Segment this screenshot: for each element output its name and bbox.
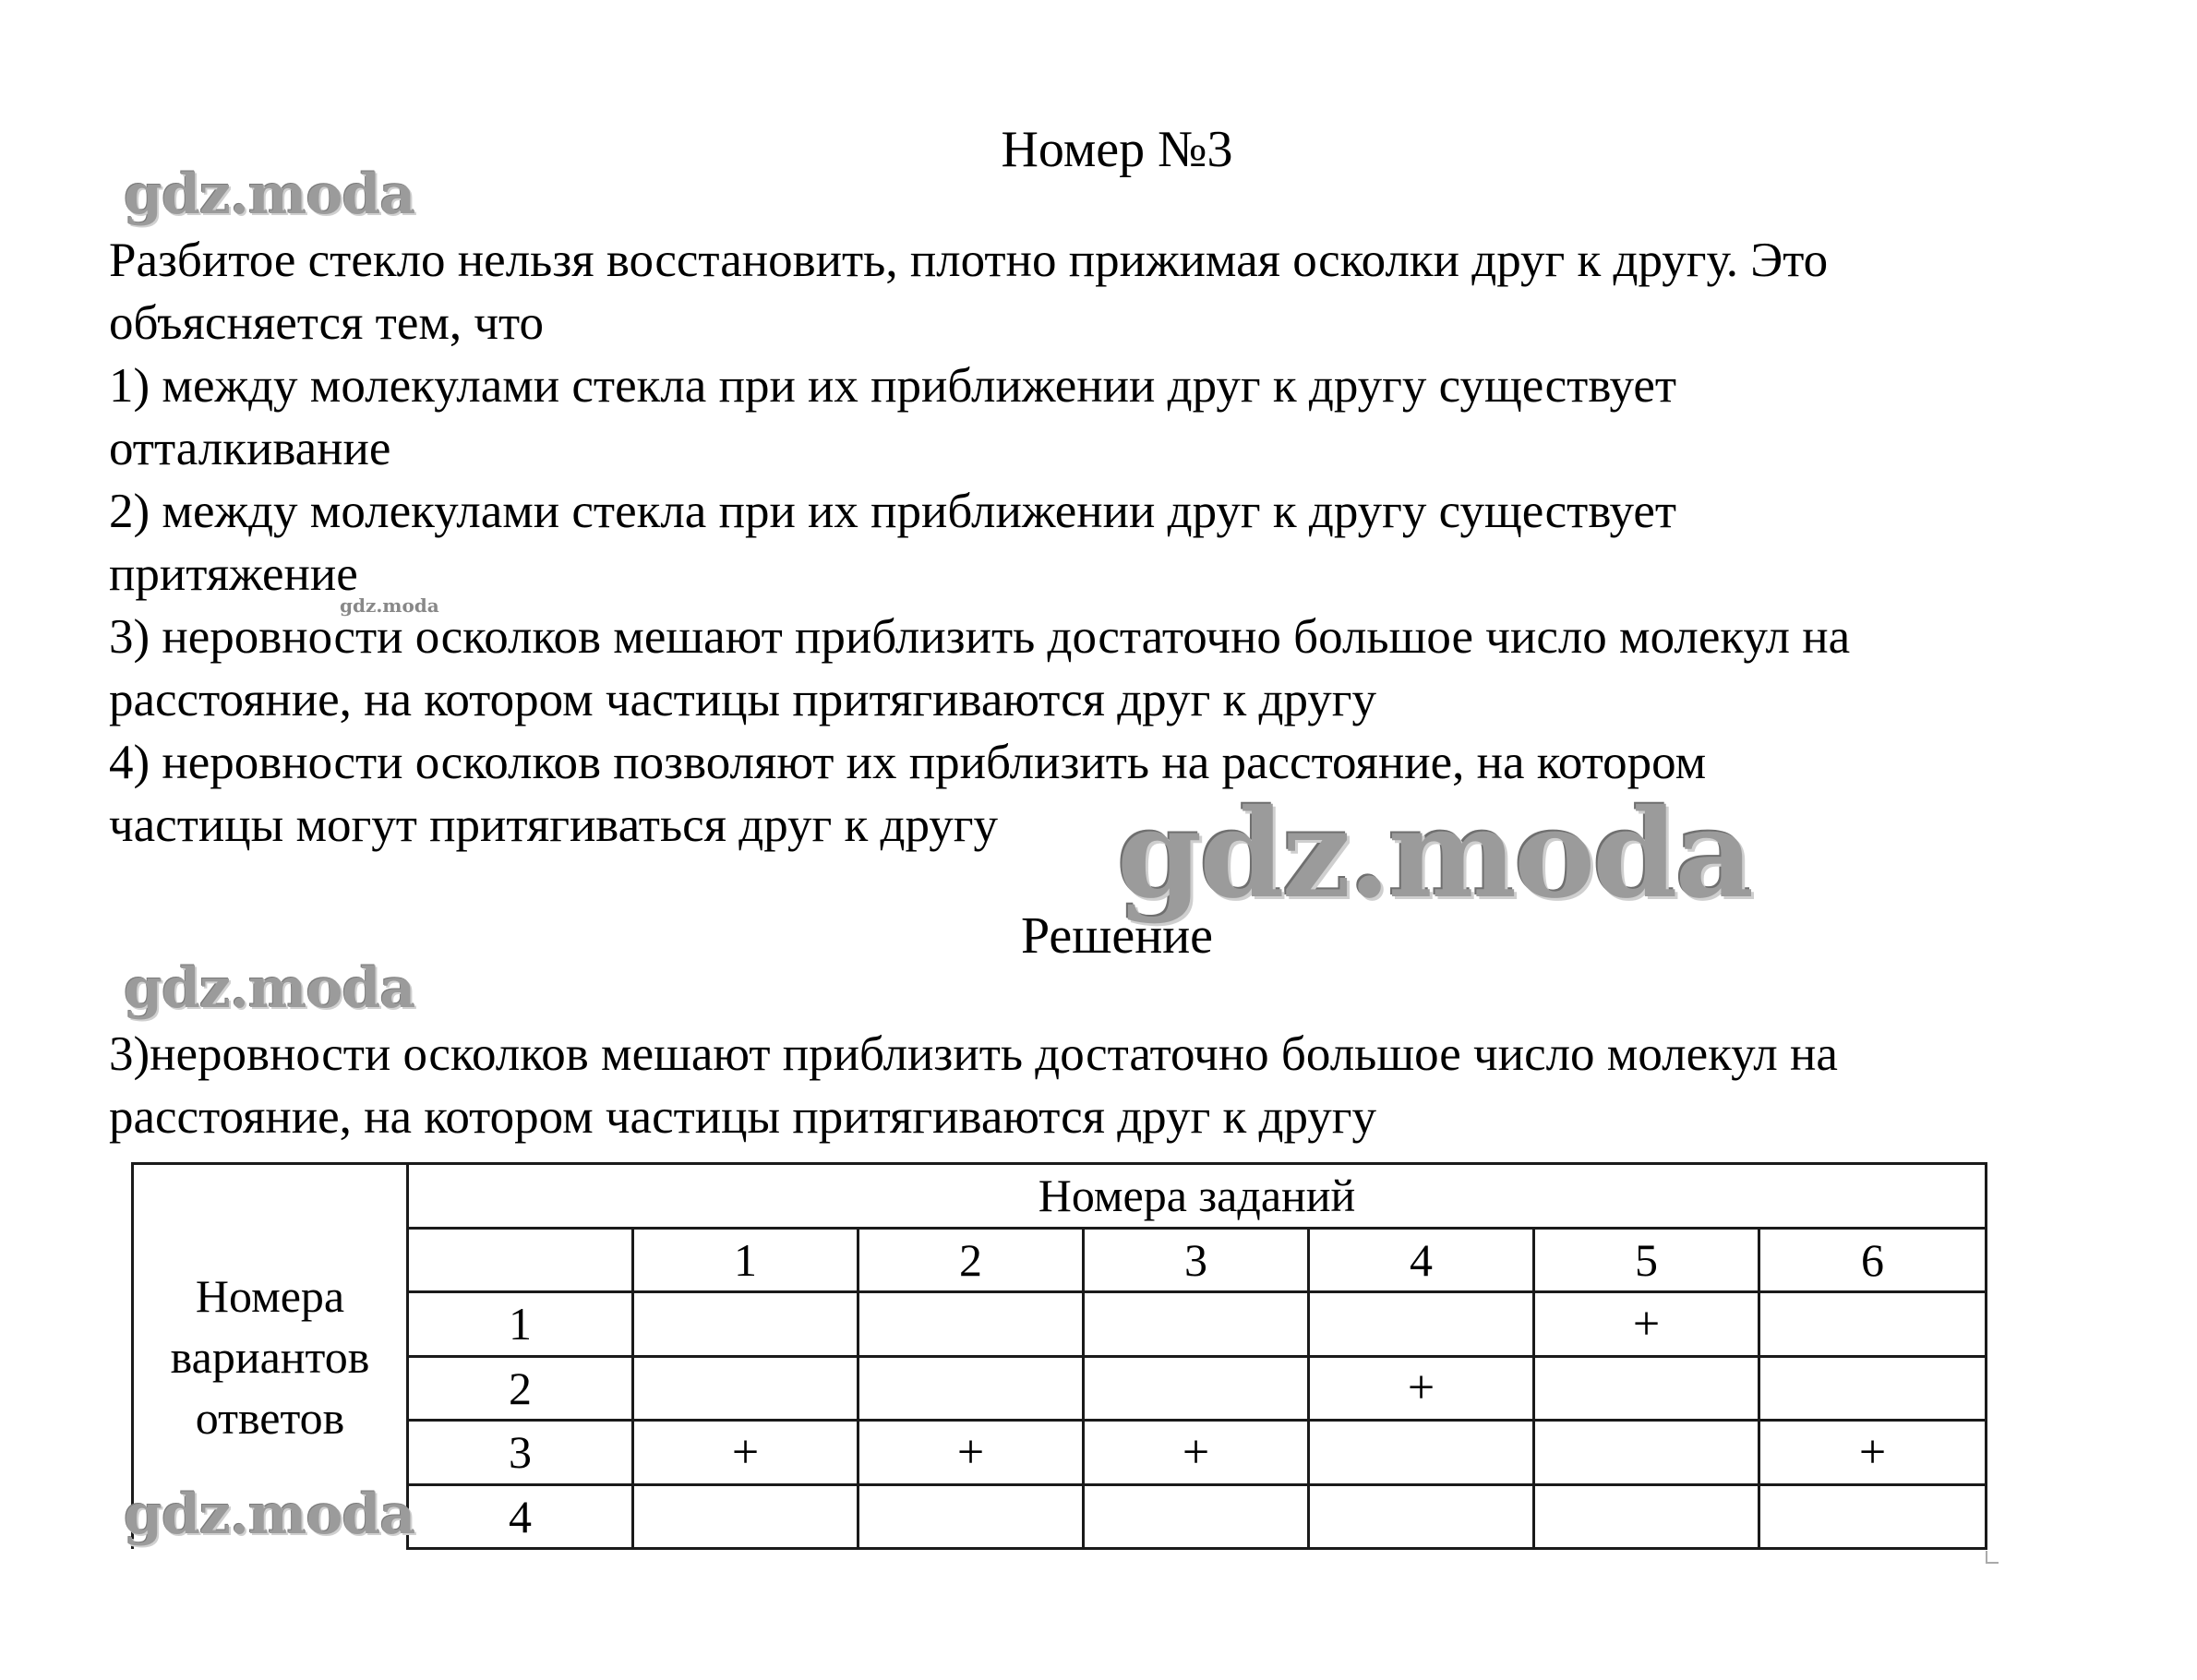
option-3: 3) неровности осколков мешают приблизить достаточно большое число молекул на <box>109 610 1851 664</box>
table-cell <box>1534 1484 1759 1549</box>
option-2: 2) между молекулами стекла при их приближении друг к другу существует <box>109 485 1677 538</box>
option-1-continued: отталкивание <box>109 422 391 475</box>
answer-line: расстояние, на котором частицы притягиваются друг к другу <box>109 1090 1376 1144</box>
table-row <box>133 1356 1987 1421</box>
row-label: 2 <box>408 1356 633 1421</box>
page-title: Номер №3 <box>1001 121 1233 178</box>
answer-line: 3)неровности осколков мешают приблизить достаточно большое число молекул на <box>109 1027 1838 1081</box>
column-number-row <box>133 1228 1987 1292</box>
tasks-header: Номера заданий <box>408 1164 1987 1229</box>
table-cell <box>1759 1292 1987 1357</box>
table-cell <box>858 1292 1084 1357</box>
row-label: 1 <box>408 1292 633 1357</box>
option-3-continued: расстояние, на котором частицы притягиваются друг к другу <box>109 673 1376 726</box>
table-cell <box>1309 1484 1534 1549</box>
question-line: Разбитое стекло нельзя восстановить, плотно прижимая осколки друг к другу. Это <box>109 234 1829 287</box>
table-cell <box>1759 1356 1987 1421</box>
table-cell: + <box>1309 1356 1534 1421</box>
watermark-logo: gdz.moda <box>124 162 415 227</box>
table-cell <box>1534 1356 1759 1421</box>
table-cell <box>1084 1484 1309 1549</box>
column-number: 4 <box>1309 1228 1534 1292</box>
table-cell <box>1309 1292 1534 1357</box>
column-number: 3 <box>1084 1228 1309 1292</box>
table-cell <box>633 1484 858 1549</box>
table-cell: + <box>1534 1292 1759 1357</box>
watermark-logo: gdz.moda <box>124 956 415 1021</box>
column-number: 6 <box>1759 1228 1987 1292</box>
row-label: 3 <box>408 1421 633 1485</box>
column-number: 1 <box>633 1228 858 1292</box>
column-number: 2 <box>858 1228 1084 1292</box>
table-cell <box>1084 1356 1309 1421</box>
watermark-logo-tiny: gdz.moda <box>340 594 439 617</box>
column-number: 5 <box>1534 1228 1759 1292</box>
corner-mark <box>1986 1551 1999 1564</box>
table-cell: + <box>1084 1421 1309 1485</box>
table-cell <box>1759 1484 1987 1549</box>
watermark-logo: gdz.moda <box>124 1482 415 1547</box>
table-header-row <box>133 1164 1987 1229</box>
table-cell: + <box>633 1421 858 1485</box>
table-cell <box>633 1292 858 1357</box>
table-cell <box>1309 1421 1534 1485</box>
variants-header-line: вариантов <box>170 1330 370 1383</box>
table-cell <box>858 1484 1084 1549</box>
table-cell: + <box>1759 1421 1987 1485</box>
table-cell <box>633 1356 858 1421</box>
table-cell: + <box>858 1421 1084 1485</box>
watermark-logo-large: gdz.moda <box>1117 783 1752 926</box>
option-4: 4) неровности осколков позволяют их приблизить на расстояние, на котором <box>109 736 1707 789</box>
option-2-continued: притяжение <box>109 547 358 601</box>
option-1: 1) между молекулами стекла при их приближении друг к другу существует <box>109 359 1677 413</box>
table-cell <box>1534 1421 1759 1485</box>
table-row <box>133 1292 1987 1357</box>
row-label: 4 <box>408 1484 633 1549</box>
table-row <box>133 1421 1987 1485</box>
variants-header-line: ответов <box>195 1391 345 1444</box>
option-4-continued: частицы могут притягиваться друг к другу <box>109 798 999 852</box>
table-corner-cell <box>408 1228 633 1292</box>
variants-header-line: Номера <box>195 1269 345 1322</box>
question-line: объясняется тем, что <box>109 296 545 350</box>
solution-heading: Решение <box>1020 907 1214 965</box>
table-cell <box>1084 1292 1309 1357</box>
table-cell <box>858 1356 1084 1421</box>
